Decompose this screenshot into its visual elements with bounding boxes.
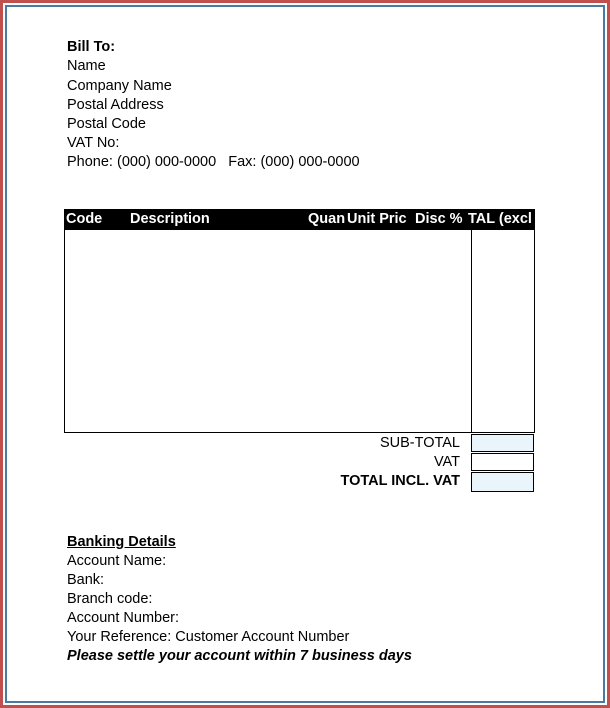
bill-to-postal-address: Postal Address <box>67 97 164 113</box>
bill-to-heading: Bill To: <box>67 39 116 55</box>
bill-to-phone-fax: Phone: (000) 000-0000 Fax: (000) 000-0000 <box>67 154 360 170</box>
banking-account-number: Account Number: <box>67 610 180 626</box>
subtotal-label: SUB-TOTAL <box>379 435 460 451</box>
subtotal-cell[interactable] <box>471 434 534 452</box>
bill-to-company: Company Name <box>67 78 172 94</box>
header-code: Code <box>66 211 103 227</box>
header-quantity: Quan <box>308 211 346 227</box>
header-unit-price: Unit Pric <box>347 211 407 227</box>
vat-cell[interactable] <box>471 453 534 471</box>
vat-label: VAT <box>433 454 460 470</box>
bill-to-name: Name <box>67 58 106 74</box>
banking-heading: Banking Details <box>67 534 176 550</box>
bill-to-postal-code: Postal Code <box>67 116 146 132</box>
payment-note: Please settle your account within 7 business days <box>67 648 412 664</box>
items-table-body[interactable] <box>64 230 535 433</box>
header-total-excl-vat: TAL (excl V <box>468 211 546 227</box>
total-incl-vat-label: TOTAL INCL. VAT <box>340 473 460 489</box>
header-discount: Disc % <box>415 211 463 227</box>
banking-reference: Your Reference: Customer Account Number <box>67 629 350 645</box>
banking-bank: Bank: <box>67 572 105 588</box>
banking-account-name: Account Name: <box>67 553 167 569</box>
banking-branch-code: Branch code: <box>67 591 153 607</box>
items-table-header <box>64 209 546 230</box>
total-incl-vat-cell[interactable] <box>471 472 534 492</box>
bill-to-vat-no: VAT No: <box>67 135 120 151</box>
header-description: Description <box>130 211 210 227</box>
total-column-divider <box>471 230 472 433</box>
